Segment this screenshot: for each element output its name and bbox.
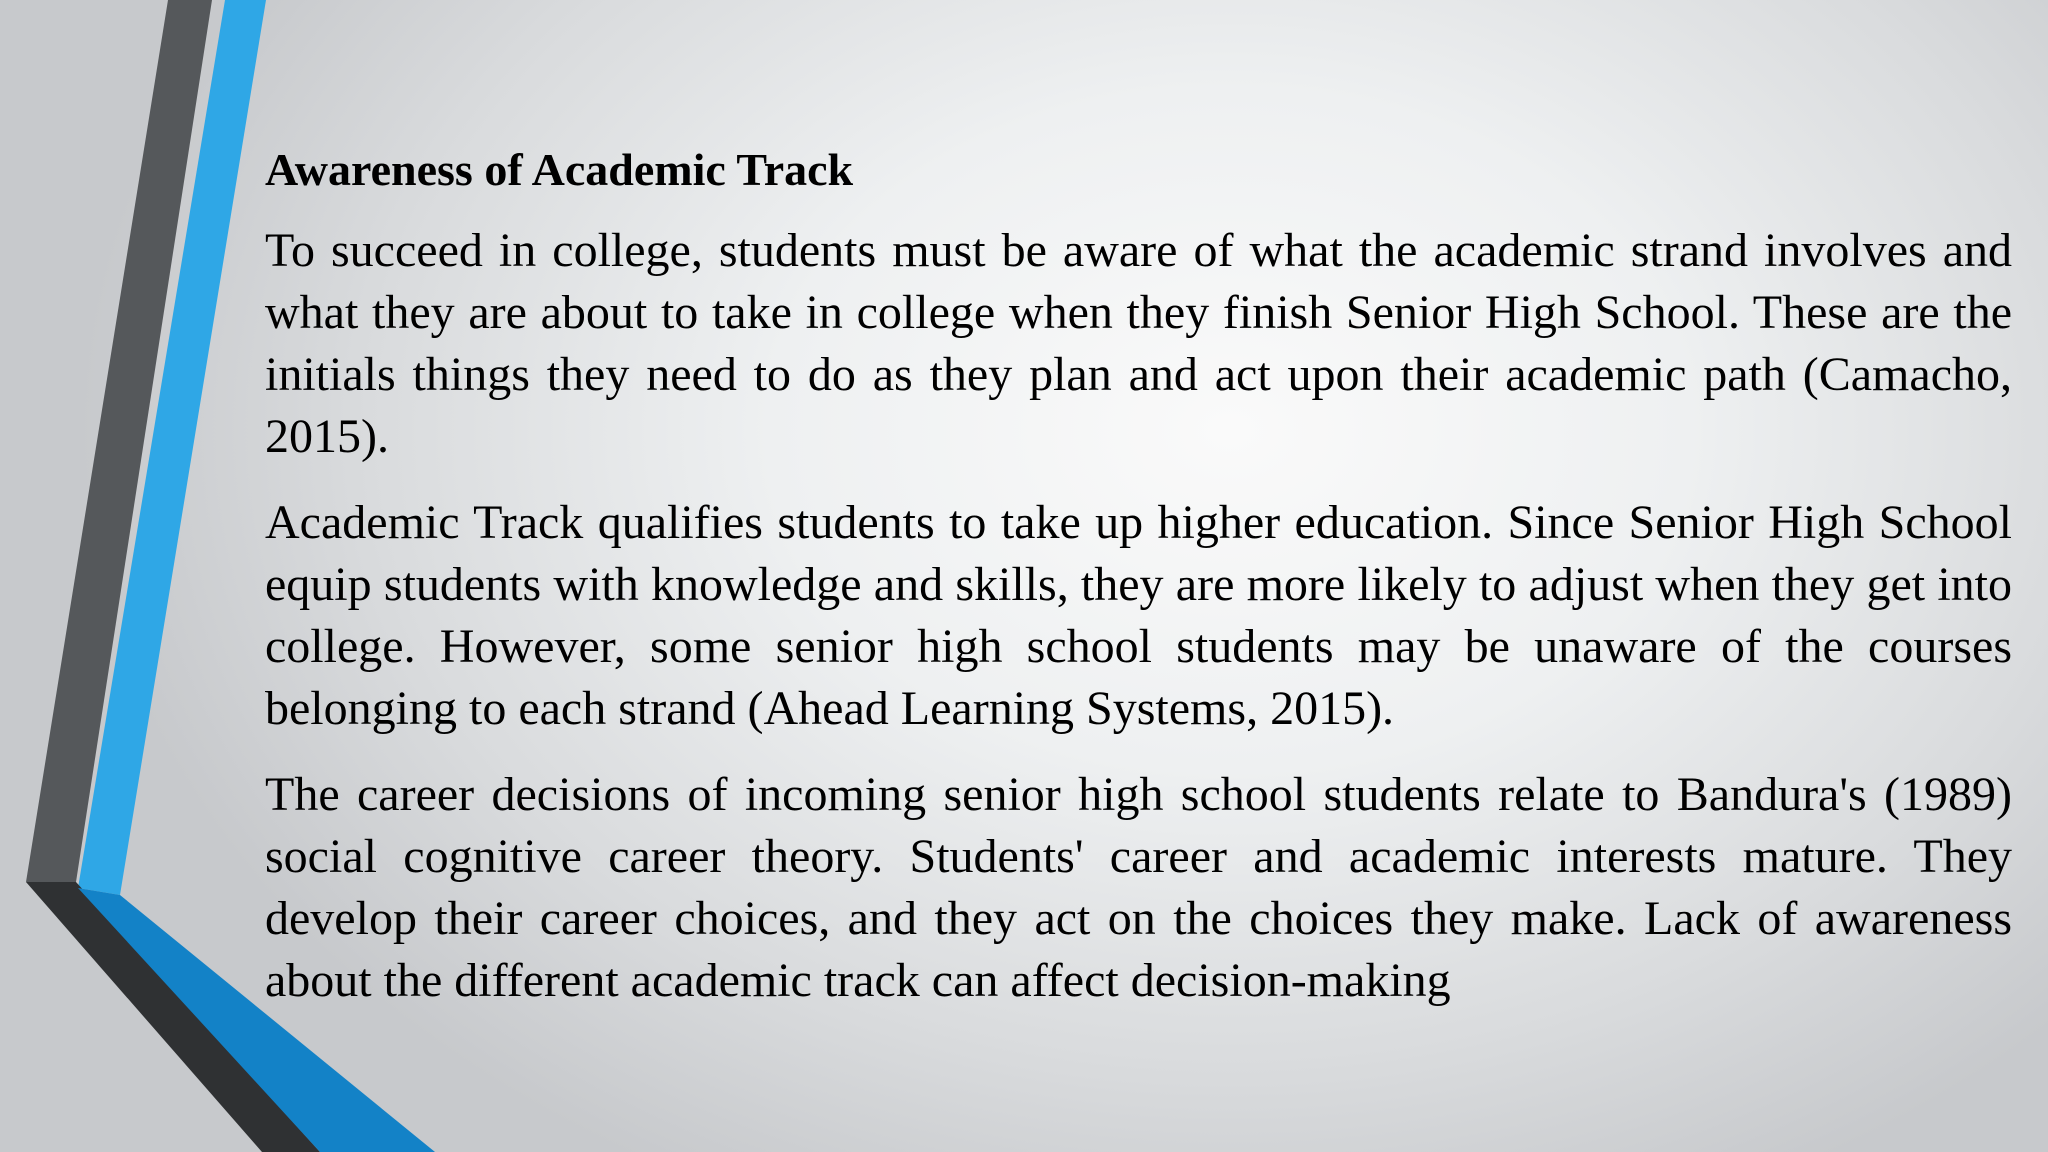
paragraph-career-decisions: The career decisions of incoming senior high school students relate to Bandura's (1989) social cognitive career theory. Students' career and academic interests mature. They develop their career choices, and they act on the choices they make. Lack of awareness about the different academic track can affect decision-making [265, 768, 2012, 1007]
paragraph-academic-track: Academic Track qualifies students to take up higher education. Since Senior High School equip students with knowledge and skills, they are more likely to adjust when they get into college. However, some senior high school students may be unaware of the courses belonging to each strand (Ahead Learning Systems, 2015). [265, 496, 2012, 735]
slide-title: Awareness of Academic Track [265, 144, 854, 195]
slide-content [265, 138, 2012, 1036]
paragraph-awareness: To succeed in college, students must be aware of what the academic strand involves and what they are about to take in college when they finish Senior High School. These are the initials things they need to do as they plan and act upon their academic path (Camacho, 2015). [265, 224, 2012, 463]
